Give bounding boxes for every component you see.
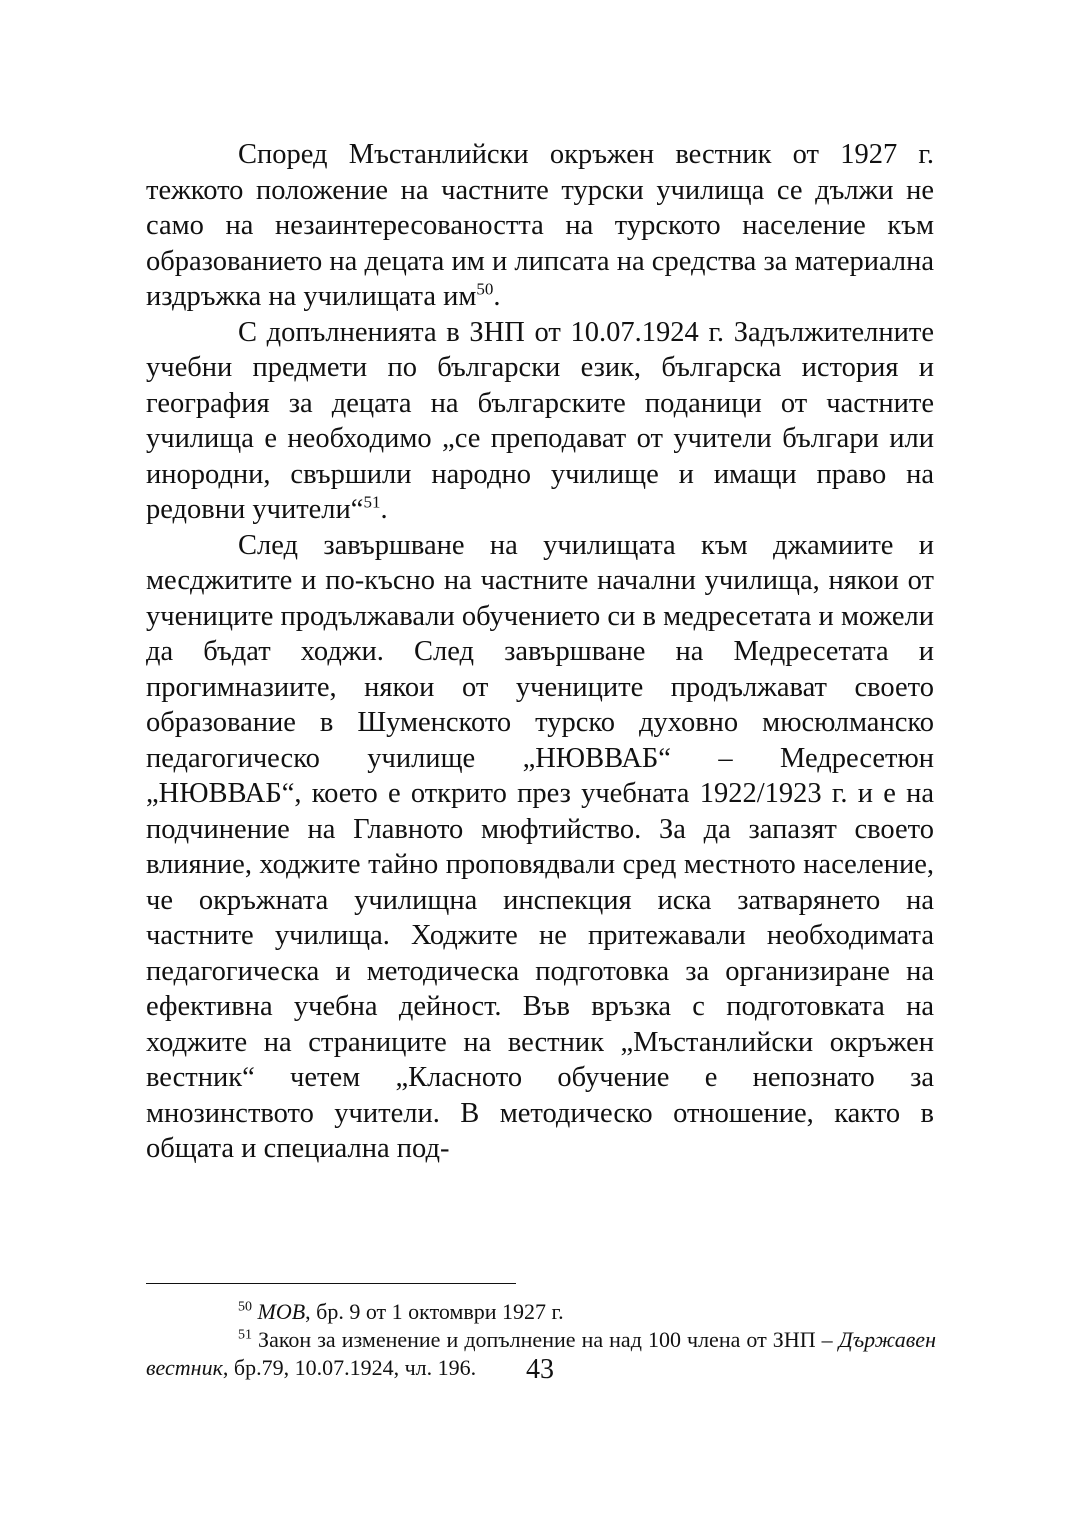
footnote-ref-50[interactable]: 50 — [476, 279, 494, 299]
paragraph-1-text: Според Мъстанлийски окръжен вестник от 1927 г. тежкото положение на частните турски училища се дължи не само на незаинтересоваността на турското население към образованието на децата им и липсата на средства за материална издръжка на училищата им — [146, 139, 934, 312]
footnote-source-italic: Държавен вестник — [146, 1327, 936, 1380]
paragraph-3-text: След завършване на училищата към джамиите и месджитите и по-късно на частните начални училища, някои от учениците продължавали обучението си в медресетата и можели да бъдат ходжи. След завършване на Медресетата и прогимназиите, някои от учениците продължават своето образование в Шуменското турско духовно мюсюлманско педагогическо училище „НЮВВАБ“ – Медресетюн „НЮВВАБ“, което е открито през учебната 1922/1923 г. и е на подчинение на Главното мюфтийство. За да запазят своето влияние, ходжите тайно проповядвали сред местното население, че окръжната училищна инспекция иска затварянето на частните училища. Ходжите не притежавали необходимата педагогическа и методическа подготовка за организиране на ефективна учебна дейност. Във връзка с подготовката на ходжите на страниците на вестник „Мъстанлийски окръжен вестник“ четем „Класното обучение е непознато за мнозинството учители. В методическо отношение, както в общата и специална под- — [146, 529, 934, 1164]
footnote-50 — [146, 1298, 936, 1326]
footnote-text: , бр. 9 от 1 октомври 1927 г. — [305, 1299, 564, 1324]
paragraph-2 — [146, 315, 934, 528]
footnote-text-lead: Закон за изменение и допълнение на над 100 члена от ЗНП – — [252, 1327, 839, 1352]
footnote-number: 50 — [238, 1299, 252, 1315]
footnote-text: , бр.79, 10.07.1924, чл. 196. — [222, 1355, 477, 1380]
paragraph-2-text: С допълненията в ЗНП от 10.07.1924 г. Задължителните учебни предмети по български език, българска история и география за децата на българските поданици от частните училища е необходимо „се преподават от учители българи или инородни, свършили народно училище и имащи право на редовни учители“ — [146, 316, 934, 525]
paragraph-1-end: . — [493, 281, 501, 312]
footnote-source-italic: МОВ — [257, 1299, 306, 1324]
footnote-separator — [146, 1283, 516, 1284]
paragraph-2-end: . — [380, 494, 388, 525]
footnote-number: 51 — [238, 1327, 252, 1343]
page-number: 43 — [526, 1354, 554, 1385]
paragraph-1 — [146, 137, 934, 315]
footnote-ref-51[interactable]: 51 — [363, 492, 381, 512]
main-text — [146, 137, 934, 1167]
paragraph-3 — [146, 528, 934, 1167]
